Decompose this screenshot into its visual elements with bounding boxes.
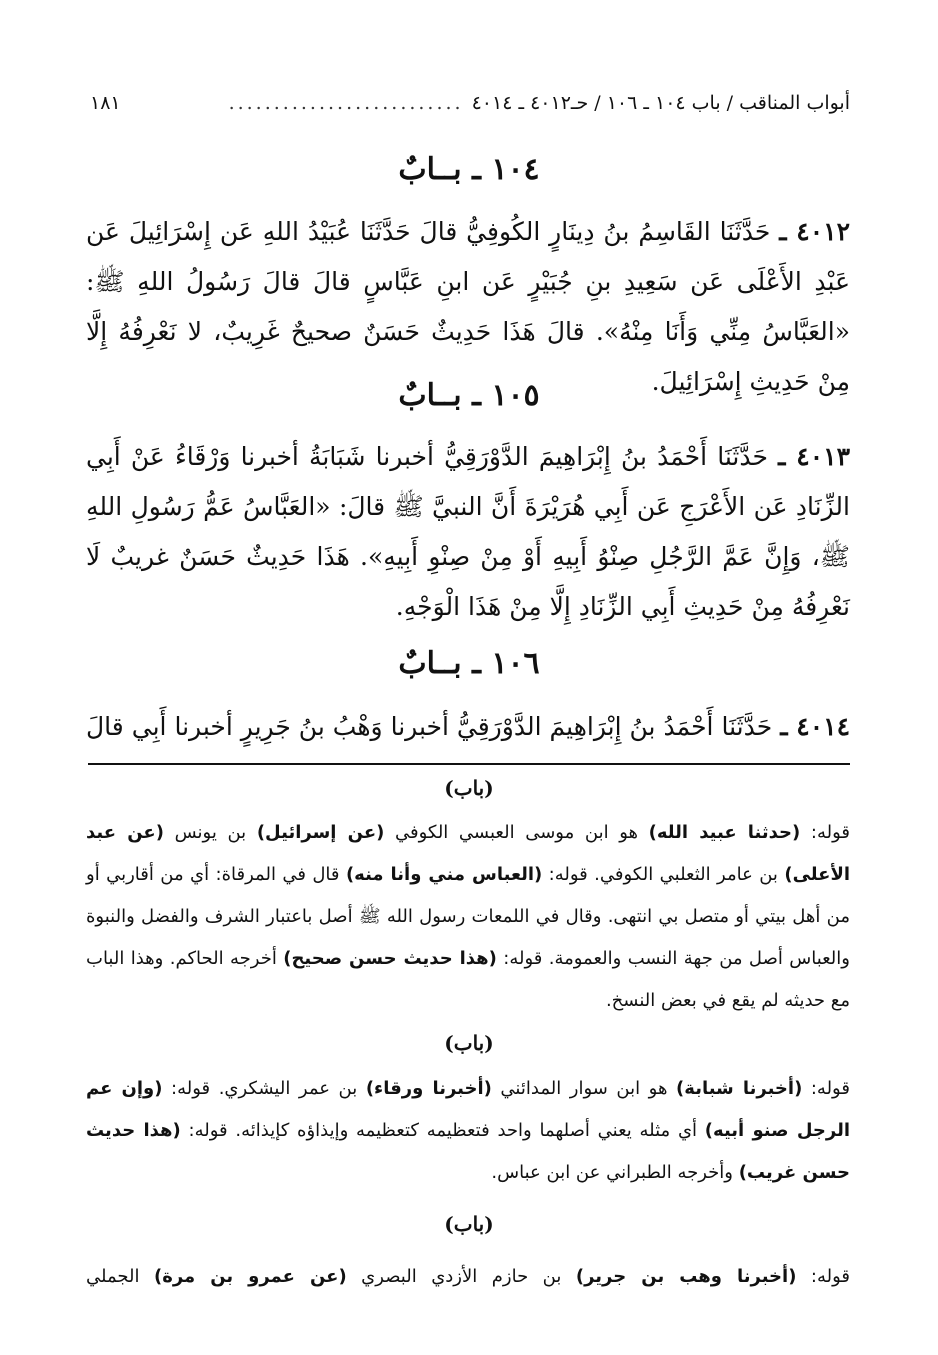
note-quoted-phrase: (عن إسرائيل)	[256, 822, 385, 843]
note-text: قوله:	[802, 1078, 850, 1099]
header-dot-leader: ..........................	[228, 92, 464, 114]
hadith-number: ٤٠١٣ ـ	[778, 442, 850, 471]
note-quoted-phrase: (أخبرنا ورقاء)	[365, 1078, 492, 1099]
note-text: قوله:	[796, 1266, 851, 1287]
commentary-note-2	[86, 1068, 850, 1194]
hadith-4014	[86, 702, 850, 752]
note-text: قال في المرقاة: أي من أقاربي أو من أهل بيتي أو متصل بي انتهى. وقال في اللمعات رسول الله ﷺ أصل باعتبار الشرف والفضل والنبوة والعباس أصل من جهة النسب والعمومة. قوله:	[86, 864, 850, 969]
note-text: قوله:	[800, 822, 850, 843]
hadith-4013	[86, 432, 850, 632]
note-text: هو ابن سوار المدائني	[491, 1078, 677, 1099]
page-number: ١٨١	[90, 92, 121, 114]
section-heading-104: ١٠٤ ـ بــابٌ	[398, 152, 540, 187]
note-quoted-phrase: (عن عمرو بن مرة)	[153, 1266, 347, 1287]
hadith-text: حَدَّثَنَا القَاسِمُ بنُ دِينَارٍ الكُوفِيُّ قالَ حَدَّثَنَا عُبَيْدُ اللهِ عَن إِسْرَائِيلَ عَن عَبْدِ الأَعْلَى عَن سَعِيدِ بنِ جُبَيْرٍ عَن ابنِ عَبَّاسٍ قالَ قالَ رَسُولُ اللهِ ﷺ: «العَبَّاسُ مِنِّي وَأَنَا مِنْهُ». قالَ هَذَا حَدِيثٌ حَسَنٌ صحيحٌ غَرِيبٌ، لا نَعْرِفُهُ إِلَّا مِنْ حَدِيثِ إِسْرَائِيلَ.	[86, 217, 850, 396]
hadith-text: حَدَّثَنَا أَحْمَدُ بنُ إِبْرَاهِيمَ الدَّوْرَقِيُّ أخبرنا شَبَابَةُ أخبرنا وَرْقَاءُ عَنْ أَبِي الزِّنَادِ عَن الأَعْرَجِ عَن أَبِي هُرَيْرَةَ أَنَّ النبيَّ ﷺ قالَ: «العَبَّاسُ عَمُّ رَسُولِ اللهِ ﷺ، وَإِنَّ عَمَّ الرَّجُلِ صِنْوُ أَبِيهِ أَوْ مِنْ صِنْوِ أَبِيهِ». هَذَا حَدِيثٌ حَسَنٌ غريبٌ لَا نَعْرِفُهُ مِنْ حَدِيثِ أَبِي الزِّنَادِ إِلَّا مِنْ هَذَا الْوَجْهِ.	[86, 442, 850, 621]
note-quoted-phrase: (العباس مني وأنا منه)	[345, 864, 543, 885]
note-heading-1: (باب)	[444, 776, 494, 800]
note-quoted-phrase: (حدثنا عبيد الله)	[648, 822, 801, 843]
running-header	[90, 86, 850, 120]
note-text: الجملي	[86, 1266, 154, 1287]
hadith-text: حَدَّثَنَا أَحْمَدُ بنُ إِبْرَاهِيمَ الدَّوْرَقِيُّ أخبرنا وَهْبُ بنُ جَرِيرٍ أخبرنا أَبِي قالَ	[86, 712, 773, 741]
note-quoted-phrase: (أخبرنا وهب بن جرير)	[575, 1266, 797, 1287]
commentary-note-1	[86, 812, 850, 1022]
note-quoted-phrase: (عن عبد الأعلى)	[86, 822, 851, 885]
hadith-number: ٤٠١٤ ـ	[780, 712, 850, 741]
section-heading-106: ١٠٦ ـ بــابٌ	[398, 646, 540, 681]
note-quoted-phrase: (هذا حديث حسن غريب)	[86, 1120, 850, 1183]
note-text: أي مثله يعني أصلهما واحد فتعظيمه كتعظيمه وإيذاؤه كإيذائه. قوله:	[180, 1120, 705, 1141]
note-text: بن عامر الثعلبي الكوفي. قوله:	[542, 864, 785, 885]
section-heading-105: ١٠٥ ـ بــابٌ	[398, 378, 540, 413]
note-text: وأخرجه الطبراني عن ابن عباس.	[491, 1162, 739, 1183]
note-text: هو ابن موسى العبسي الكوفي	[384, 822, 649, 843]
commentary-note-3	[86, 1256, 850, 1298]
note-heading-3: (باب)	[444, 1212, 494, 1236]
hadith-number: ٤٠١٢ ـ	[779, 217, 850, 246]
note-text: بن حازم الأزدي البصري	[346, 1266, 576, 1287]
note-text: بن يونس	[163, 822, 257, 843]
note-text: أخرجه الحاكم. وهذا الباب مع حديثه لم يقع في بعض النسخ.	[86, 948, 850, 1011]
footnote-divider	[88, 763, 850, 765]
note-quoted-phrase: (هذا حديث حسن صحيح)	[283, 948, 497, 969]
note-text: بن عمر اليشكري. قوله:	[162, 1078, 366, 1099]
note-quoted-phrase: (أخبرنا شبابة)	[676, 1078, 803, 1099]
note-heading-2: (باب)	[444, 1031, 494, 1055]
header-title: أبواب المناقب / باب ١٠٤ ـ ١٠٦ / حـ٤٠١٢ ـ ٤٠١٤	[471, 92, 850, 114]
note-quoted-phrase: (وإن عم الرجل صنو أبيه)	[86, 1078, 850, 1141]
